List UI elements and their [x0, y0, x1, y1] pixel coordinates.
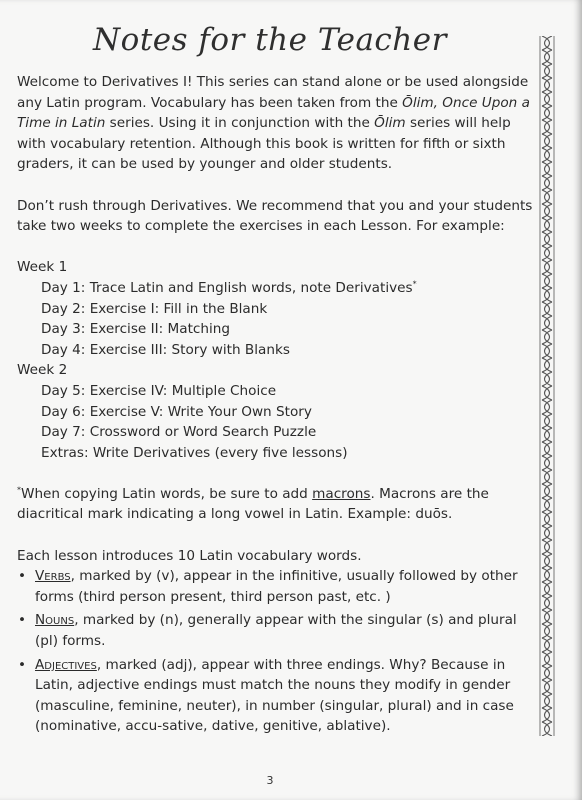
series-title: Ōlim, Once Upon a Time in Latin	[17, 94, 530, 132]
body-text	[17, 72, 535, 740]
pacing-paragraph: Don’t rush through Derivatives. We recommend that you and your students take two weeks to complete the exercises in each Lesson. For example:	[17, 197, 533, 235]
verbs-term: Verbs	[35, 568, 71, 585]
schedule-day-1: Day 1: Trace Latin and English words, note Derivatives*	[41, 279, 417, 296]
nouns-term: Nouns	[35, 612, 75, 629]
word-type-list	[17, 566, 535, 737]
series-short-title: Ōlim	[374, 115, 406, 132]
week-1-heading: Week 1	[17, 259, 68, 276]
list-item-adjectives: • Adjectives, marked (adj), appear with three endings. Why? Because in Latin, adjective endings must match the nouns they modify in gender (masculine, feminine, neuter), in number (singular, plural) and in case (nominative, accu-sative, dative, genitive, ablative).	[17, 655, 535, 737]
intro-paragraph	[17, 72, 535, 175]
schedule-day-2: Day 2: Exercise I: Fill in the Blank	[41, 300, 268, 317]
intro-text-2: series. Using it in conjunction with the	[105, 115, 375, 132]
footnote: *When copying Latin words, be sure to add macrons. Macrons are the diacritical mark indicating a long vowel in Latin. Example: duōs.	[17, 485, 489, 523]
decorative-border	[539, 36, 555, 736]
page-title: Notes for the Teacher	[93, 22, 447, 58]
macrons-term: macrons	[312, 485, 371, 502]
schedule-day-3: Day 3: Exercise II: Matching	[41, 321, 231, 338]
page-number: 3	[266, 774, 274, 787]
footnote-marker: *	[412, 279, 417, 289]
intro-text-1: Welcome to Derivatives I! This series can stand alone or be used alongside any Latin program. Vocabulary has been taken from the	[17, 74, 529, 111]
schedule-day-7: Day 7: Crossword or Word Search Puzzle	[41, 424, 317, 441]
lesson-intro: Each lesson introduces 10 Latin vocabulary words.	[17, 547, 362, 564]
week-2-heading: Week 2	[17, 362, 68, 379]
list-item-nouns: • Nouns, marked by (n), generally appear with the singular (s) and plural (pl) forms.	[17, 610, 535, 651]
schedule	[17, 257, 535, 463]
schedule-day-4: Day 4: Exercise III: Story with Blanks	[41, 341, 290, 358]
schedule-extras: Extras: Write Derivatives (every five lessons)	[41, 444, 348, 461]
schedule-day-5: Day 5: Exercise IV: Multiple Choice	[41, 382, 277, 399]
list-item-verbs: • Verbs, marked by (v), appear in the infinitive, usually followed by other forms (third person present, third person past, etc. )	[17, 566, 535, 607]
schedule-day-6: Day 6: Exercise V: Write Your Own Story	[41, 403, 312, 420]
intro-text-3: series will help with vocabulary retention. Although this book is written for fifth or sixth graders, it can be used by younger and older students.	[17, 115, 511, 173]
footnote-marker: *	[17, 485, 21, 495]
adjectives-term: Adjectives	[35, 656, 97, 673]
